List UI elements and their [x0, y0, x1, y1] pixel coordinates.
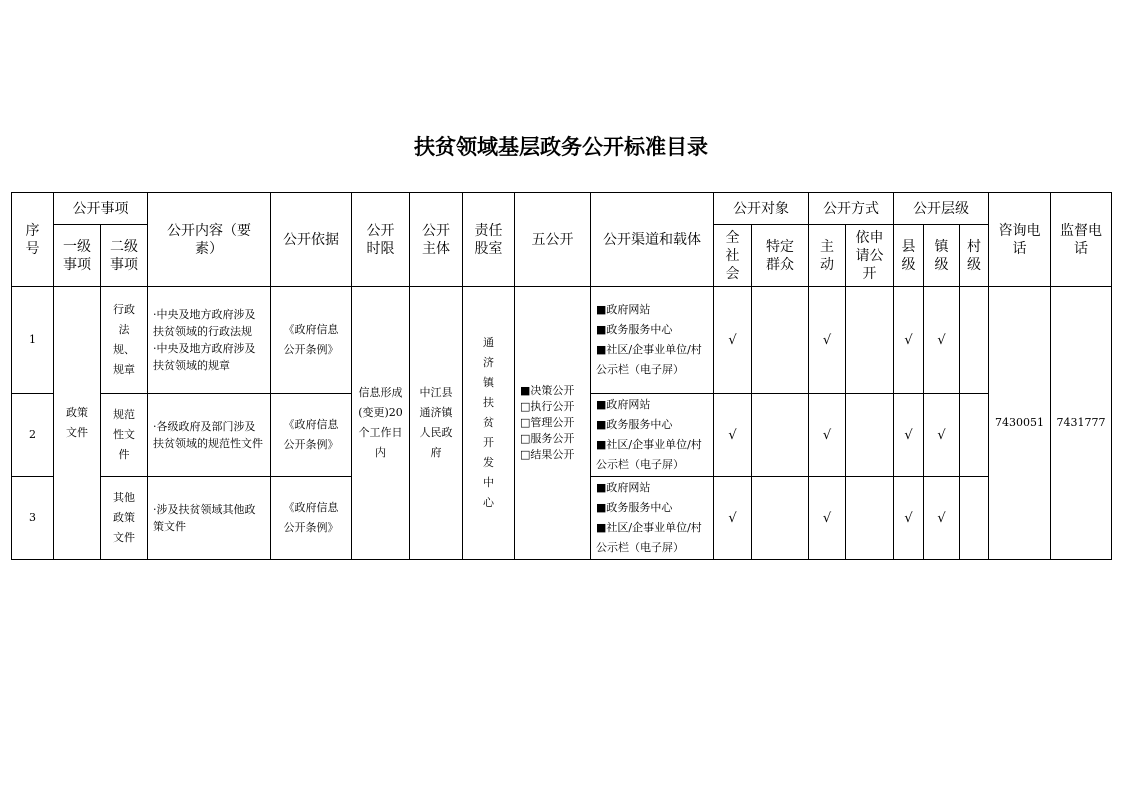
content-cell: ·各级政府及部门涉及扶贫领域的规范性文件	[148, 394, 271, 477]
channel-item: ■政府网站	[596, 481, 651, 494]
header-seq: 序号	[12, 193, 54, 287]
channel-cell	[591, 477, 714, 560]
basis-cell: 《政府信息公开条例》	[271, 394, 352, 477]
town-check: √	[924, 394, 960, 477]
method-apply-check	[846, 287, 894, 394]
channel-item: ■社区/企事业单位/村公示栏（电子屏）	[596, 343, 702, 376]
village-check	[960, 394, 989, 477]
target-group-check	[752, 477, 809, 560]
channel-item: ■社区/企事业单位/村公示栏（电子屏）	[596, 438, 702, 471]
row-seq: 3	[12, 477, 54, 560]
county-check: √	[894, 287, 924, 394]
header-time-limit: 公开时限	[352, 193, 410, 287]
header-target-all: 全社会	[714, 225, 752, 287]
level2-cell: 规范性文件	[101, 394, 148, 477]
header-level: 公开层级	[894, 193, 989, 225]
consult-phone: 7430051	[989, 287, 1051, 560]
county-check: √	[894, 477, 924, 560]
row-seq: 1	[12, 287, 54, 394]
header-method-active: 主动	[809, 225, 846, 287]
five-open-item: □服务公开	[520, 432, 575, 445]
table-row	[12, 287, 1112, 394]
time-limit-cell: 信息形成(变更)20个工作日内	[352, 287, 410, 560]
channel-item: ■政府网站	[596, 303, 651, 316]
header-level-county: 县级	[894, 225, 924, 287]
five-open-item: □管理公开	[520, 416, 575, 429]
header-basis: 公开依据	[271, 193, 352, 287]
header-method: 公开方式	[809, 193, 894, 225]
channel-item: ■政府网站	[596, 398, 651, 411]
subject-cell: 中江县通济镇人民政府	[410, 287, 463, 560]
header-supervise: 监督电话	[1051, 193, 1112, 287]
channel-item: ■社区/企事业单位/村公示栏（电子屏）	[596, 521, 702, 554]
header-matters: 公开事项	[54, 193, 148, 225]
level2-cell: 其他政策文件	[101, 477, 148, 560]
target-group-check	[752, 394, 809, 477]
header-office: 责任股室	[463, 193, 515, 287]
basis-cell: 《政府信息公开条例》	[271, 287, 352, 394]
basis-cell: 《政府信息公开条例》	[271, 477, 352, 560]
town-check: √	[924, 287, 960, 394]
content-cell: ·涉及扶贫领域其他政策文件	[148, 477, 271, 560]
supervise-phone: 7431777	[1051, 287, 1112, 560]
header-consult: 咨询电话	[989, 193, 1051, 287]
five-open-cell	[515, 287, 591, 560]
page-title: 扶贫领域基层政务公开标准目录	[414, 134, 708, 159]
method-active-check: √	[809, 394, 846, 477]
village-check	[960, 477, 989, 560]
target-all-check: √	[714, 477, 752, 560]
office-cell: 通济镇扶贫开发中心	[463, 287, 515, 560]
channel-cell	[591, 394, 714, 477]
header-target: 公开对象	[714, 193, 809, 225]
header-content: 公开内容（要素）	[148, 193, 271, 287]
five-open-item: □结果公开	[520, 448, 575, 461]
row-seq: 2	[12, 394, 54, 477]
header-level-village: 村级	[960, 225, 989, 287]
catalog-table	[11, 192, 1112, 560]
header-level-town: 镇级	[924, 225, 960, 287]
header-channel: 公开渠道和载体	[591, 193, 714, 287]
header-target-group: 特定群众	[752, 225, 809, 287]
header-level1: 一级事项	[54, 225, 101, 287]
town-check: √	[924, 477, 960, 560]
village-check	[960, 287, 989, 394]
method-apply-check	[846, 394, 894, 477]
target-all-check: √	[714, 394, 752, 477]
target-group-check	[752, 287, 809, 394]
five-open-item: ■决策公开	[520, 384, 575, 397]
county-check: √	[894, 394, 924, 477]
channel-item: ■政务服务中心	[596, 418, 673, 431]
channel-cell	[591, 287, 714, 394]
level2-cell: 行政法规、规章	[101, 287, 148, 394]
target-all-check: √	[714, 287, 752, 394]
method-active-check: √	[809, 477, 846, 560]
header-subject: 公开主体	[410, 193, 463, 287]
header-five-open: 五公开	[515, 193, 591, 287]
header-method-apply: 依申请公开	[846, 225, 894, 287]
five-open-item: □执行公开	[520, 400, 575, 413]
method-active-check: √	[809, 287, 846, 394]
channel-item: ■政务服务中心	[596, 501, 673, 514]
content-cell: ·中央及地方政府涉及扶贫领域的行政法规 ·中央及地方政府涉及扶贫领域的规章	[148, 287, 271, 394]
level1-cell: 政策文件	[54, 287, 101, 560]
header-level2: 二级事项	[101, 225, 148, 287]
channel-item: ■政务服务中心	[596, 323, 673, 336]
method-apply-check	[846, 477, 894, 560]
